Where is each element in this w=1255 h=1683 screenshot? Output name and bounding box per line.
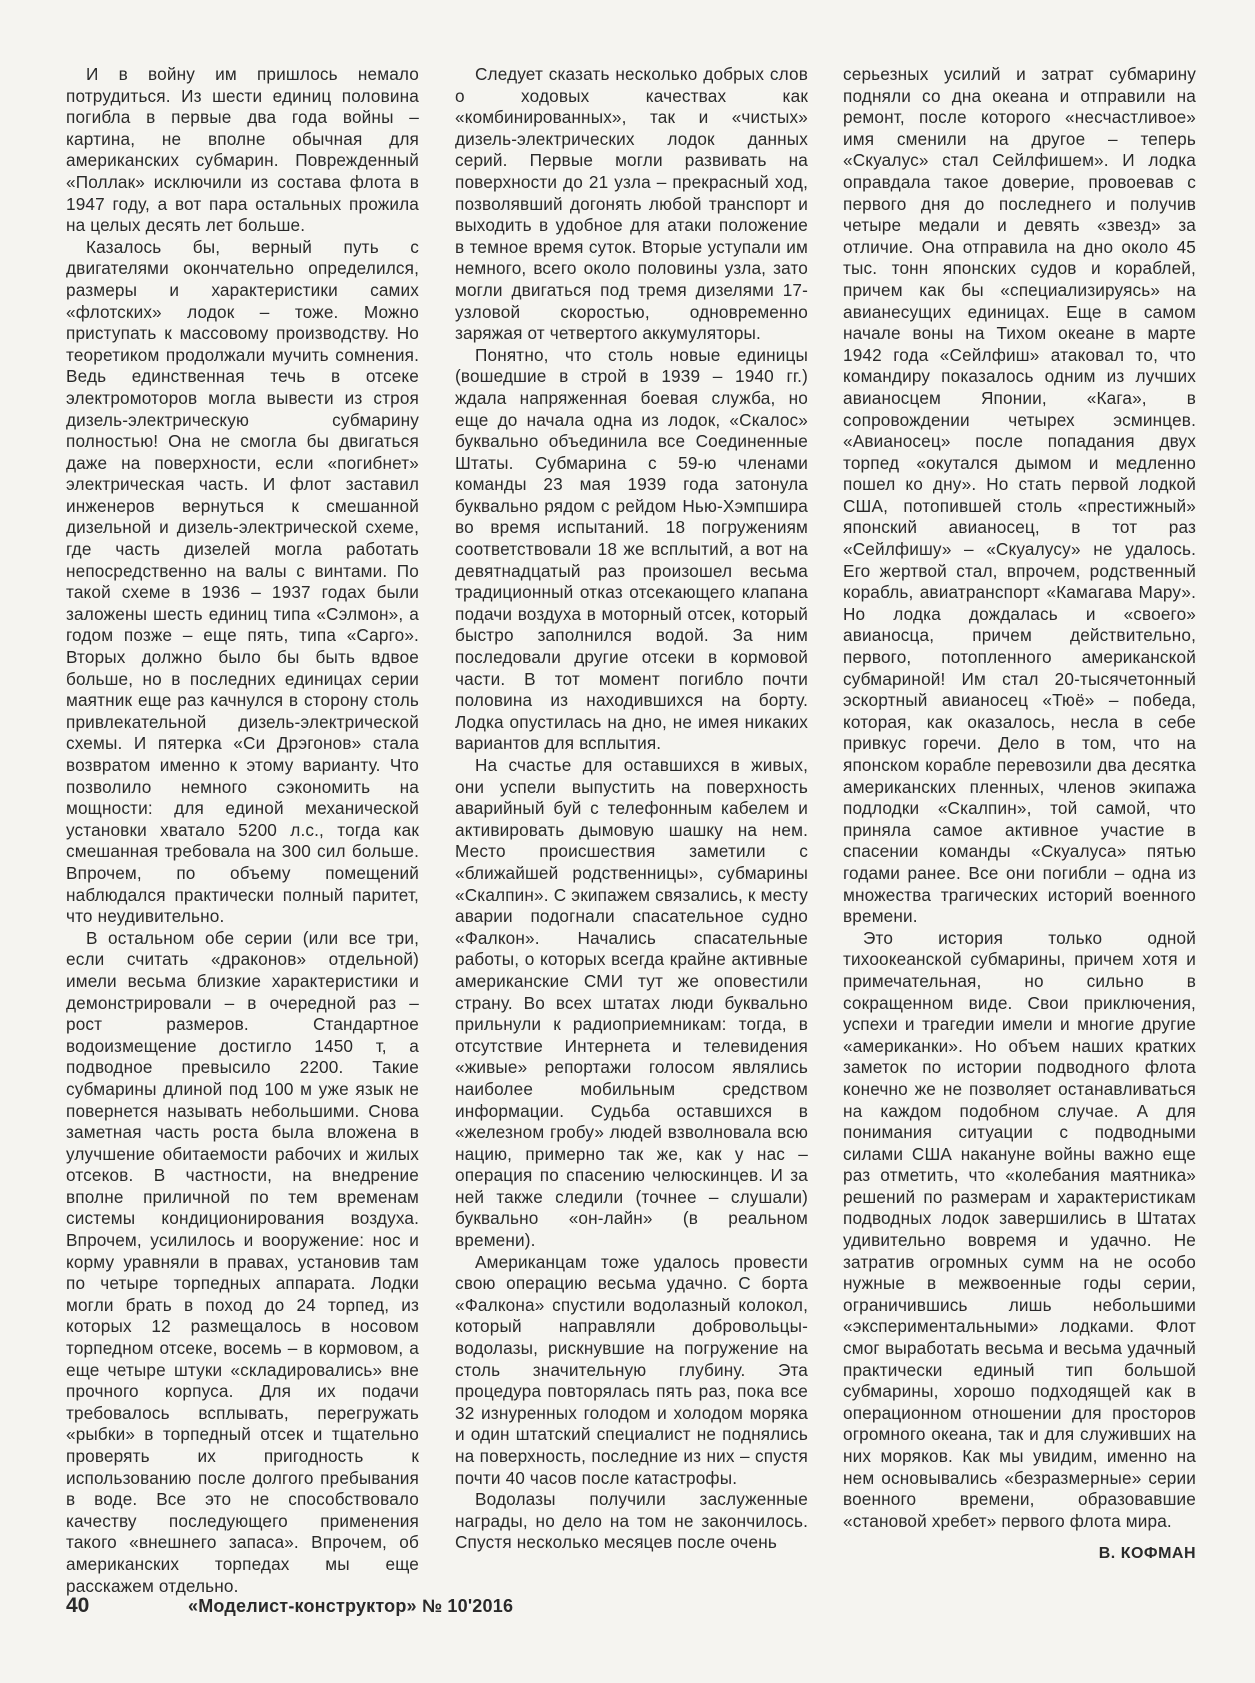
text-column-right <box>843 64 1196 1532</box>
author-byline: В. КОФМАН <box>1098 1545 1196 1562</box>
paragraph-continuation: серьезных усилий и затрат субмарину подняли со дна океана и отправили на ремонт, после которого «несчастливое» имя сменили на другое – теперь «Скуалус» стал Сейлфишем». И лодка оправдала такое доверие, провоевав с первого дня до последнего и получив четыре медали и девять «звезд» за отличие. Она отправила на дно около 45 тыс. тонн японских судов и кораблей, причем как бы «специализируясь» на авианесущих единицах. Еще в самом начале воны на Тихом океане в марте 1942 года «Сейлфиш» атаковал то, что командиру показалось одним из лучших авианосцем Японии, «Кага», в сопровождении четырех эсминцев. «Авианосец» после попадания двух торпед «окутался дымом и медленно пошел ко дну». Но стать первой лодкой США, потопившей столь «престижный» японский авианосец, в тот раз «Сейлфишу» – «Скуалусу» не удалось. Его жертвой стал, впрочем, родственный корабль, авиатранспорт «Камагава Мару». Но лодка дождалась и «своего» авианосца, причем действительно, первого, потопленного американской субмариной! Им стал 20-тысячетонный эскортный авианосец «Тюё» – победа, которая, как оказалось, несла в себе привкус горечи. Дело в том, что на японском корабле перевозили два десятка американских пленных, членов экипажа подлодки «Скалпин», той самой, что приняла самое активное участие в спасении команды «Скуалуса» пятью годами ранее. Все они погибли – одна из множества трагических историй военного времени. <box>843 64 1196 927</box>
text-column-left <box>66 64 419 1597</box>
paragraph: В остальном обе серии (или все три, если считать «драконов» отдельной) имели весьма близкие характеристики и демонстрировали – в очередной раз – рост размеров. Стандартное водоизмещение достигло 1450 т, а подводное превысило 2200. Такие субмарины длиной под 100 м уже язык не повернется называть небольшими. Снова заметная часть роста была вложена в улучшение обитаемости рабочих и жилых отсеков. В частности, на внедрение вполне приличной по тем временам системы кондиционирования воздуха. Впрочем, усилилось и вооружение: нос и корму уравняли в правах, установив там по четыре торпедных аппарата. Лодки могли брать в поход до 24 торпед, из которых 12 размещалось в носовом торпедном отсеке, восемь – в кормовом, а еще четыре штуки «складировались» вне прочного корпуса. Для их подачи требовалось всплывать, перегружать «рыбки» в торпедный отсек и тщательно проверять их пригодность к использованию после долгого пребывания в воде. Все это не способствовало качеству последующего применения такого «внешнего запаса». Впрочем, об американских торпедах мы еще расскажем отдельно. <box>66 927 419 1596</box>
paragraph: Понятно, что столь новые единицы (вошедшие в строй в 1939 – 1940 гг.) ждала напряженная боевая служба, но еще до начала одна из лодок, «Скалос» буквально объединила все Соединенные Штаты. Субмарина с 59-ю членами команды 23 мая 1939 года затонула буквально рядом с рейдом Нью-Хэмпшира во время испытаний. 18 погружениям соответствовали 18 же всплытий, а вот на девятнадцатый раз произошел весьма традиционный отказ отсекающего клапана подачи воздуха в моторный отсек, который быстро заполнился водой. За ним последовали другие отсеки в кормовой части. В тот момент погибло почти половина из находившихся на борту. Лодка опустилась на дно, не имея никаких вариантов для всплытия. <box>455 344 808 754</box>
journal-title: «Моделист-конструктор» № 10'2016 <box>188 1596 514 1616</box>
paragraph: Водолазы получили заслуженные награды, но дело на том не закончилось. Спустя несколько месяцев после очень <box>455 1489 808 1553</box>
paragraph: Следует сказать несколько добрых слов о ходовых качествах как «комбинированных», так и «чистых» дизель-электрических лодок данных серий. Первые могли развивать на поверхности до 21 узла – прекрасный ход, позволявший догонять любой транспорт и выходить в удобное для атаки положение в темное время суток. Вторые уступали им немного, всего около половины узла, зато могли двигаться под тремя дизелями 17-узловой скоростью, одновременно заряжая от четвертого аккумуляторы. <box>455 64 808 344</box>
page-number: 40 <box>66 1594 90 1617</box>
text-column-middle <box>455 64 808 1554</box>
paragraph: Казалось бы, верный путь с двигателями окончательно определился, размеры и характеристики самих «флотских» лодок – тоже. Можно приступать к массовому производству. Но теоретиком продолжали мучить сомнения. Ведь единственная течь в отсеке электромоторов могла вывести из строя дизель-электрическую субмарину полностью! Она не смогла бы двигаться даже на поверхности, если «погибнет» электрическая часть. И флот заставил инженеров вернуться к смешанной дизельной и дизель-электрической схеме, где часть дизелей могла работать непосредственно на валы с винтами. По такой схеме в 1936 – 1937 годах были заложены шесть единиц типа «Сэлмон», а годом позже – еще пять, типа «Сарго». Вторых должно было бы быть вдвое больше, но в последних единицах серии маятник еще раз качнулся в сторону столь привлекательной дизель-электрической схемы. И пятерка «Си Дрэгонов» стала возвратом именно к этому варианту. Что позволило немного сэкономить на мощности: для единой механической установки хватало 5200 л.с., тогда как смешанная требовала на 300 сил больше. Впрочем, по объему помещений наблюдался практически полный паритет, что неудивительно. <box>66 236 419 927</box>
paragraph: На счастье для оставшихся в живых, они успели выпустить на поверхность аварийный буй с телефонным кабелем и активировать дымовую шашку на нем. Место происшествия заметили с «ближайшей родственницы», субмарины «Скалпин». С экипажем связались, к месту аварии подогнали спасательное судно «Фалкон». Начались спасательные работы, о которых всегда крайне активные американские СМИ тут же оповестили страну. Во всех штатах люди буквально прильнули к радиоприемникам: тогда, в отсутствие Интернета и телевидения «живые» репортажи голосом являлись наиболее мобильным средством информации. Судьба оставшихся в «железном гробу» людей взволновала всю нацию, примерно так же, как у нас – операция по спасению челюскинцев. И за ней также следили (точнее – слушали) буквально «он-лайн» (в реальном времени). <box>455 755 808 1251</box>
paragraph: Это история только одной тихоокеанской субмарины, причем хотя и примечательная, но сильно в сокращенном виде. Свои приключения, успехи и трагедии имели и многие другие «американки». Но объем наших кратких заметок по истории подводного флота конечно же не позволяет останавливаться на каждом подобном случае. А для понимания ситуации с подводными силами США накануне войны важно еще раз отметить, что «колебания маятника» решений по размерам и характеристикам подводных лодок завершились в Штатах удивительно вовремя и удачно. Не затратив огромных сумм на не особо нужные в межвоенные годы серии, ограничившись лишь небольшими «экспериментальными» лодками. Флот смог выработать весьма и весьма удачный практически единый тип большой субмарины, хорошо подходящей как в операционном отношении для просторов огромного океана, так и для служивших на них моряков. Как мы увидим, именно на нем основывались «безразмерные» серии военного времени, образовавшие «становой хребет» первого флота мира. <box>843 927 1196 1531</box>
paragraph: Американцам тоже удалось провести свою операцию весьма удачно. С борта «Фалкона» спустили водолазный колокол, который направляли добровольцы-водолазы, рискнувшие на погружение на столь значительную глубину. Эта процедура повторялась пять раз, пока все 32 изнуренных голодом и холодом моряка и один штатский специалист не поднялись на поверхность, последние из них – спустя почти 40 часов после катастрофы. <box>455 1251 808 1488</box>
paragraph: И в войну им пришлось немало потрудиться. Из шести единиц половина погибла в первые два года войны – картина, не вполне обычная для американских субмарин. Поврежденный «Поллак» исключили из состава флота в 1947 году, а вот пара остальных прожила на целых десять лет больше. <box>66 64 419 236</box>
